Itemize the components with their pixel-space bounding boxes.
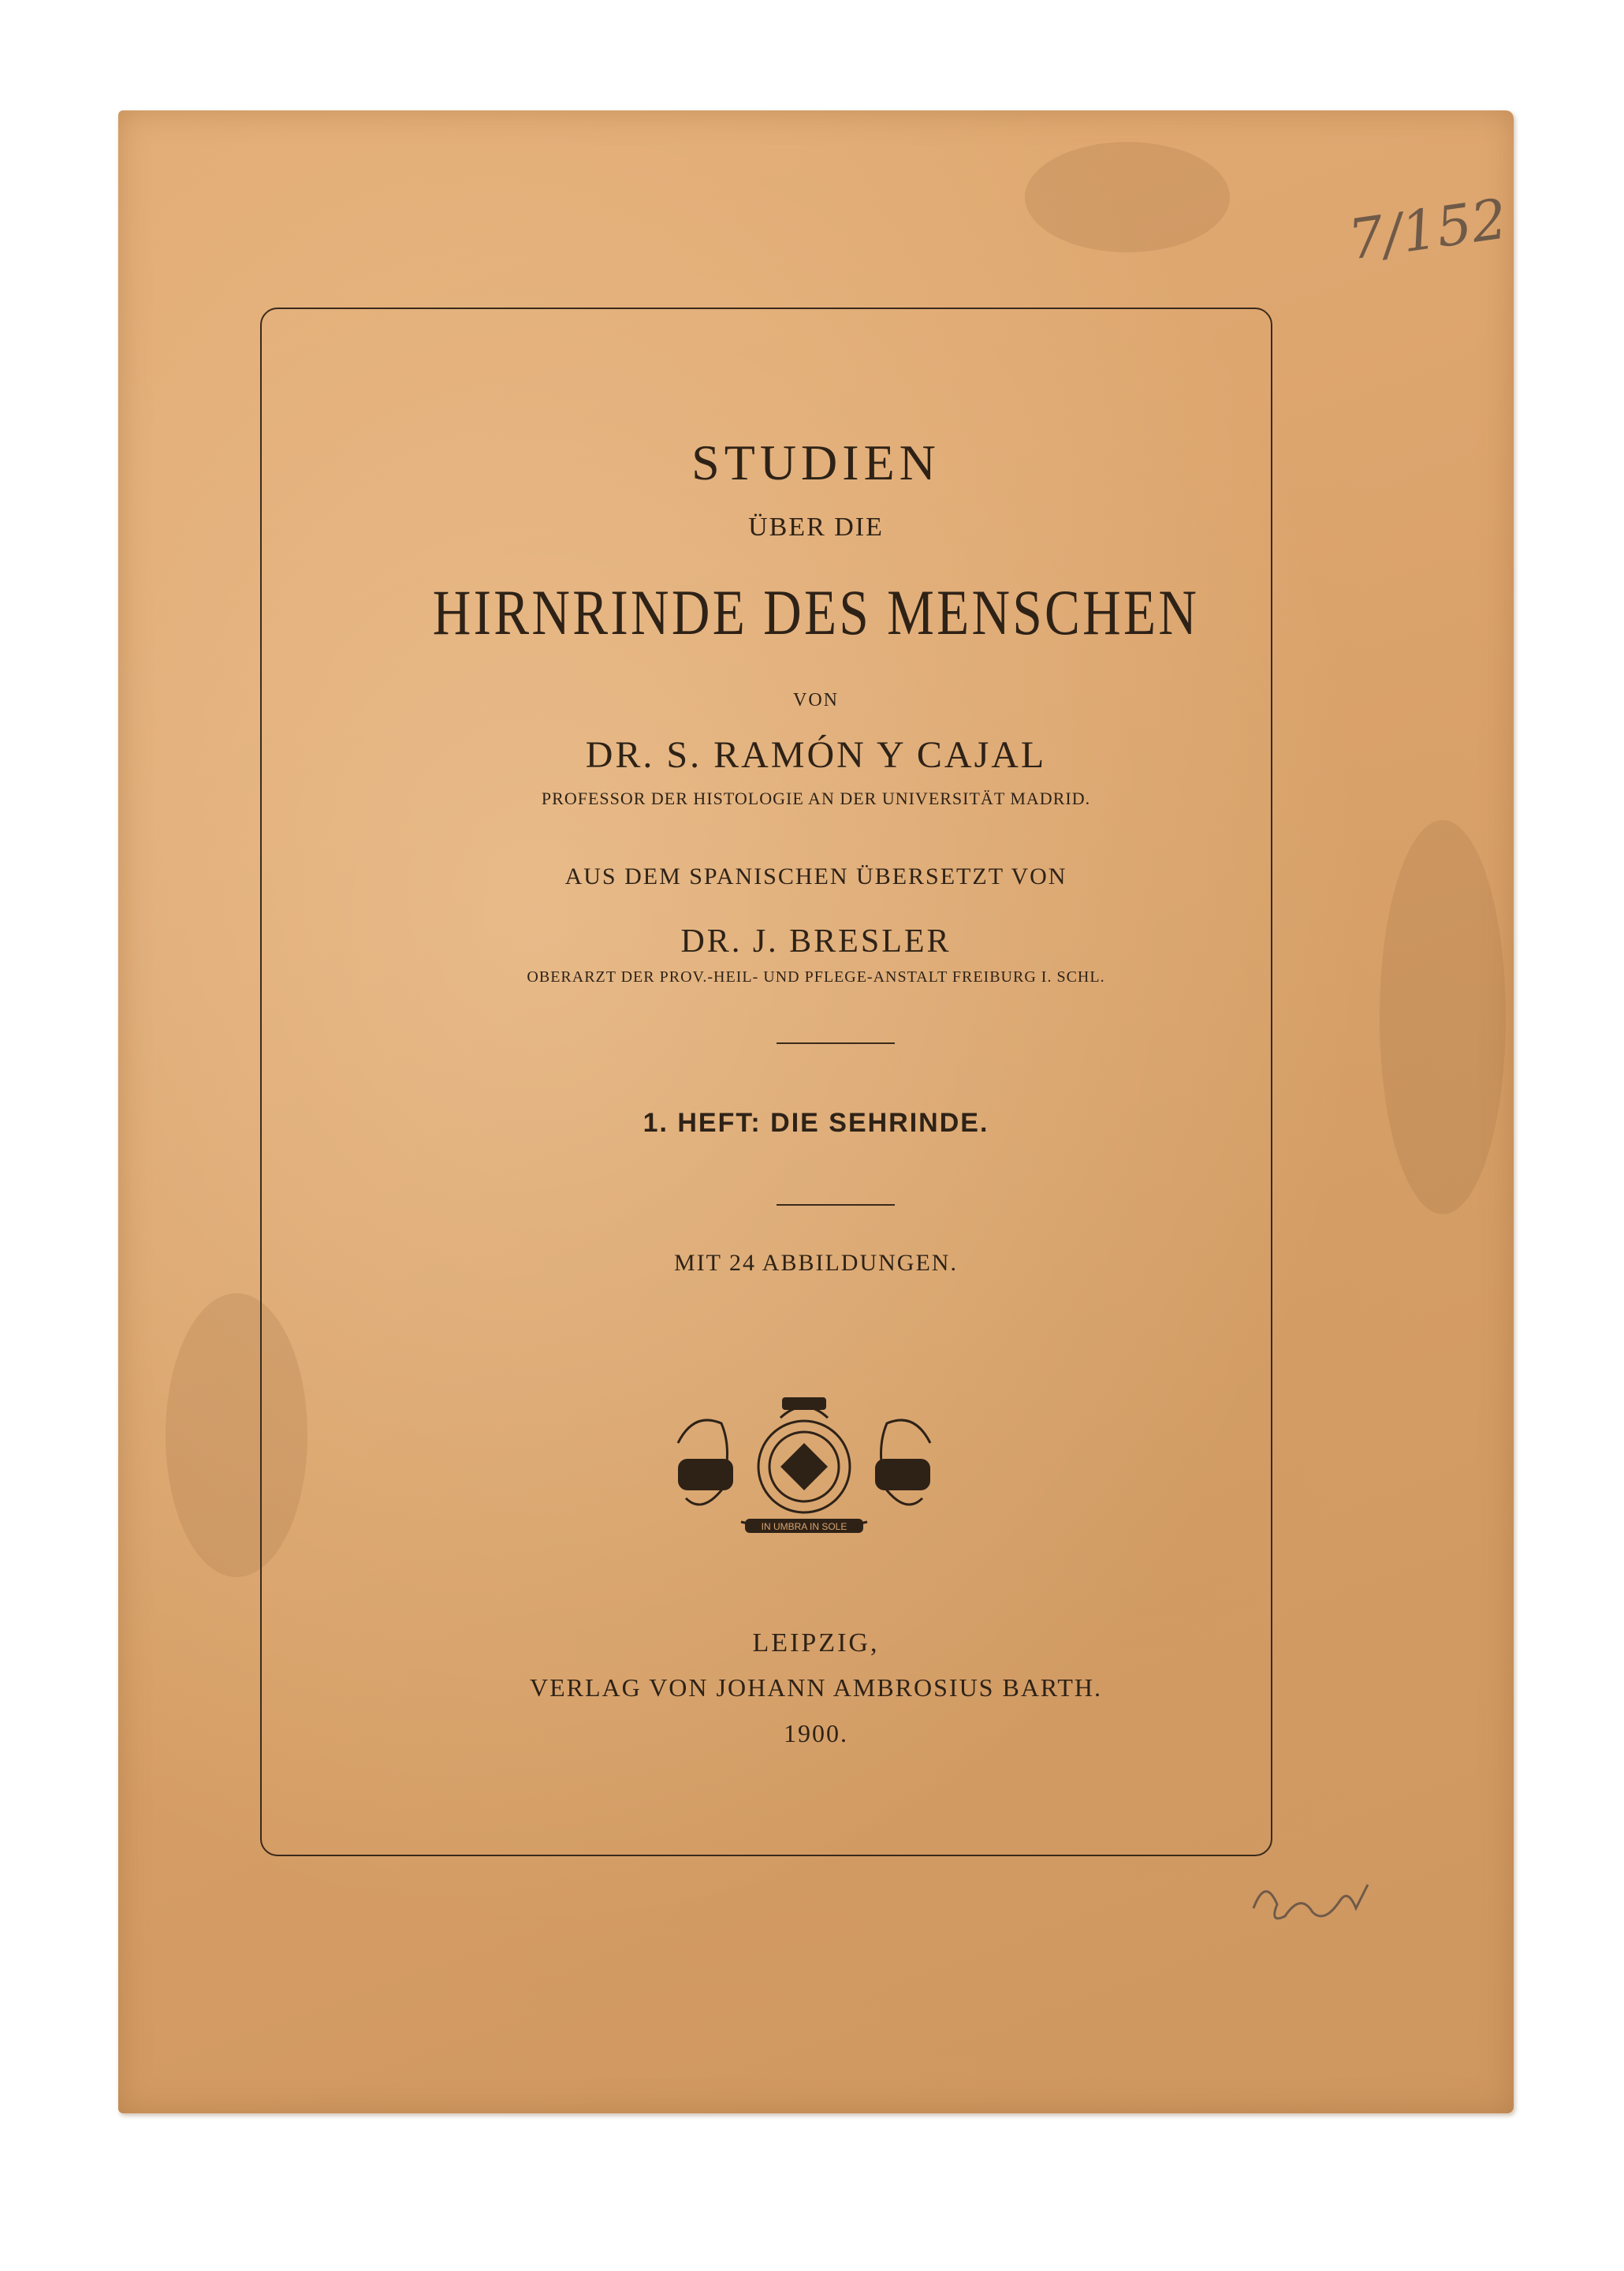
paper-stain <box>1025 142 1230 252</box>
translation-note: AUS DEM SPANISCHEN ÜBERSETZT VON <box>564 863 1067 889</box>
translator-title: OBERARZT DER PROV.-HEIL- UND PFLEGE-ANSTALT FREIBURG I. SCHL. <box>527 968 1105 986</box>
author-name: DR. S. RAMÓN Y CAJAL <box>585 734 1047 776</box>
by-line: VON <box>793 690 839 710</box>
handwritten-catalog-number: 7/152 <box>1344 186 1511 273</box>
book-cover <box>118 110 1514 2113</box>
publication-year: 1900. <box>784 1719 848 1747</box>
divider <box>777 1204 895 1206</box>
translator-name: DR. J. BRESLER <box>680 923 952 960</box>
illustrations-note: MIT 24 ABBILDUNGEN. <box>674 1250 958 1276</box>
publisher-name: VERLAG VON JOHANN AMBROSIUS BARTH. <box>530 1673 1102 1702</box>
author-title: PROFESSOR DER HISTOLOGIE AN DER UNIVERSITÄT MADRID. <box>541 789 1091 808</box>
title-line-2: ÜBER DIE <box>748 513 884 542</box>
emblem-motto: IN UMBRA IN SOLE <box>761 1521 847 1532</box>
title-line-3: HIRNRINDE DES MENSCHEN <box>432 576 1200 648</box>
publisher-emblem-icon <box>646 1380 962 1546</box>
part-title: 1. HEFT: DIE SEHRINDE. <box>643 1108 989 1138</box>
publication-place: LEIPZIG, <box>752 1628 880 1658</box>
title-line-1: STUDIEN <box>691 434 941 490</box>
divider <box>777 1042 895 1044</box>
handwritten-signature-icon <box>1238 1861 1380 1948</box>
